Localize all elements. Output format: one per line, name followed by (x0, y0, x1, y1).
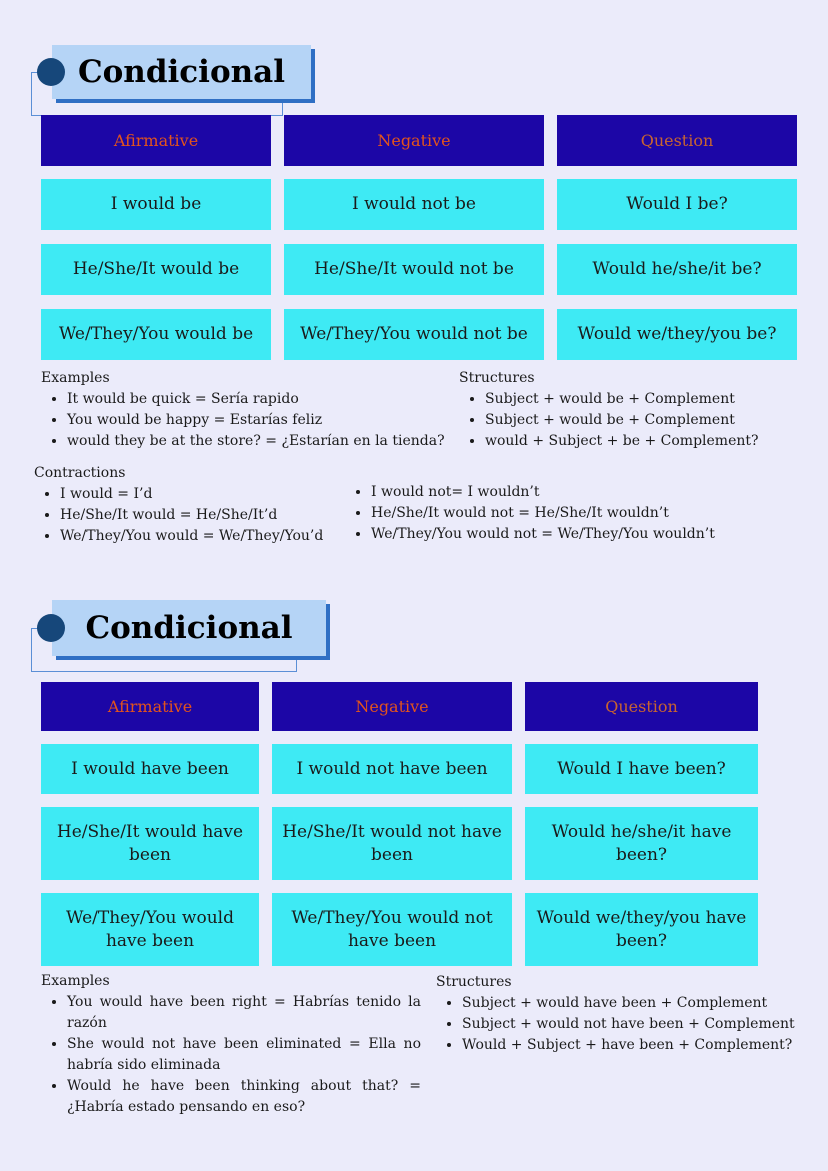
section2-title: Condicional (52, 600, 326, 656)
table-cell: Would I be? (557, 179, 797, 230)
structures-label: Structures (436, 974, 512, 990)
table-cell: I would be (41, 179, 271, 230)
list-item: • Subject + would be + Complement (485, 410, 799, 431)
structures-label: Structures (459, 370, 535, 386)
section1-title: Condicional (52, 45, 311, 99)
table-cell: He/She/It would not have been (272, 807, 512, 880)
header-afirmative: Afirmative (41, 682, 259, 731)
table-cell: Would he/she/it be? (557, 244, 797, 295)
table-cell: He/She/It would not be (284, 244, 544, 295)
header-question: Question (525, 682, 758, 731)
table-cell: We/They/You would not be (284, 309, 544, 360)
table-cell: Would we/they/you have been? (525, 893, 758, 966)
table-cell: We/They/You would not have been (272, 893, 512, 966)
table-cell: I would not have been (272, 744, 512, 794)
list-item: • Would he have been thinking about that? = ¿Habría estado pensando en eso? (67, 1076, 421, 1118)
header-negative: Negative (284, 115, 544, 166)
list-item: • Subject + would be + Complement (485, 389, 799, 410)
table-cell: Would I have been? (525, 744, 758, 794)
header-negative: Negative (272, 682, 512, 731)
list-item: • We/They/You would = We/They/You’d (60, 526, 354, 547)
list-item: • I would = I’d (60, 484, 354, 505)
title-dot-decoration (37, 58, 65, 86)
header-afirmative: Afirmative (41, 115, 271, 166)
table-cell: Would he/she/it have been? (525, 807, 758, 880)
list-item: • She would not have been eliminated = Ella no habría sido eliminada (67, 1034, 421, 1076)
title-dot-decoration (37, 614, 65, 642)
section1-contractions-negative (345, 482, 785, 545)
section1-structures (459, 368, 799, 452)
list-item: • It would be quick = Sería rapido (67, 389, 451, 410)
table-cell: He/She/It would be (41, 244, 271, 295)
table-cell: Would we/they/you be? (557, 309, 797, 360)
section2-examples (41, 971, 421, 1118)
header-question: Question (557, 115, 797, 166)
list-item: • would they be at the store? = ¿Estarían en la tienda? (67, 431, 451, 452)
examples-label: Examples (41, 370, 110, 386)
section1-examples (41, 368, 451, 452)
examples-label: Examples (41, 973, 110, 989)
table-cell: We/They/You would have been (41, 893, 259, 966)
list-item: • We/They/You would not = We/They/You wouldn’t (371, 524, 785, 545)
list-item: • I would not= I wouldn’t (371, 482, 785, 503)
list-item: • He/She/It would = He/She/It’d (60, 505, 354, 526)
table-cell: I would not be (284, 179, 544, 230)
list-item: • Would + Subject + have been + Complement? (462, 1035, 806, 1056)
table-cell: He/She/It would have been (41, 807, 259, 880)
contractions-label: Contractions (34, 465, 126, 481)
table-cell: We/They/You would be (41, 309, 271, 360)
list-item: • You would have been right = Habrías tenido la razón (67, 992, 421, 1034)
list-item: • Subject + would not have been + Complement (462, 1014, 806, 1035)
table-cell: I would have been (41, 744, 259, 794)
list-item: • He/She/It would not = He/She/It wouldn’t (371, 503, 785, 524)
list-item: • Subject + would have been + Complement (462, 993, 806, 1014)
section2-structures (436, 972, 806, 1056)
list-item: • would + Subject + be + Complement? (485, 431, 799, 452)
list-item: • You would be happy = Estarías feliz (67, 410, 451, 431)
section1-contractions (34, 463, 354, 547)
